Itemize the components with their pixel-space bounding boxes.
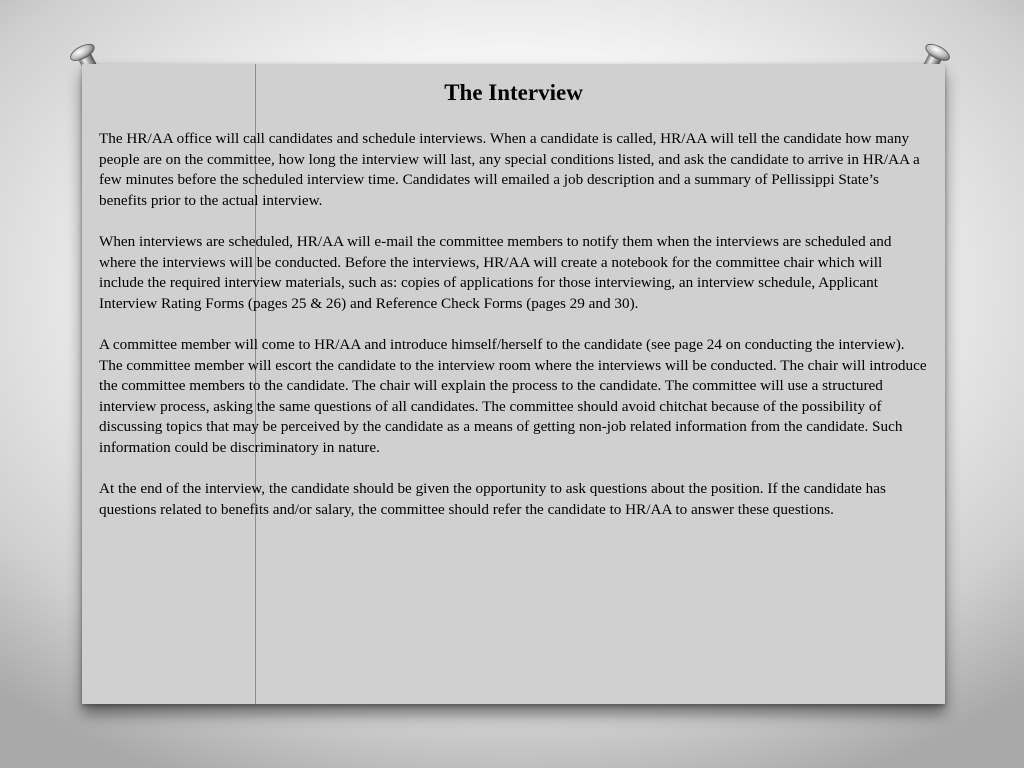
paragraph-questions: At the end of the interview, the candidate should be given the opportunity to ask questions about the position. If the candidate has questions related to benefits and/or salary, the committee should refer the candidate to HR/AA to answer these questions. <box>99 480 886 518</box>
paragraph-scheduling: The HR/AA office will call candidates and schedule interviews. When a candidate is called, HR/AA will tell the candidate how many people are on the committee, how long the interview will last, any special conditions listed, and ask the candidate to arrive in HR/AA a few minutes before the scheduled interview time. Candidates will emailed a job description and a summary of Pellissippi State’s benefits prior to the actual interview. <box>99 130 920 209</box>
paragraph-notification: When interviews are scheduled, HR/AA will e-mail the committee members to notify them when the interviews are scheduled and where the interviews will be conducted. Before the interviews, HR/AA will create a notebook for the committee chair which will include the required interview materials, such as: copies of applications for those interviewing, an interview schedule, Applicant Interview Rating Forms (pages 25 & 26) and Reference Check Forms (pages 29 and 30). <box>99 232 892 312</box>
slide-body <box>99 129 929 541</box>
paragraph-interview-process: A committee member will come to HR/AA and introduce himself/herself to the candidate (see page 24 on conducting the interview). The committee member will escort the candidate to the interview room where the interviews will be conducted. The chair will introduce the committee members to the candidate. The chair will explain the process to the candidate. The committee will use a structured interview process, asking the same questions of all candidates. The committee should avoid chitchat because of the possibility of discussing topics that may be perceived by the candidate as a means of getting non-job related information from the candidate. Such information could be discriminatory in nature. <box>99 335 927 456</box>
paper-sheet <box>82 64 945 704</box>
slide-title: The Interview <box>444 80 583 105</box>
